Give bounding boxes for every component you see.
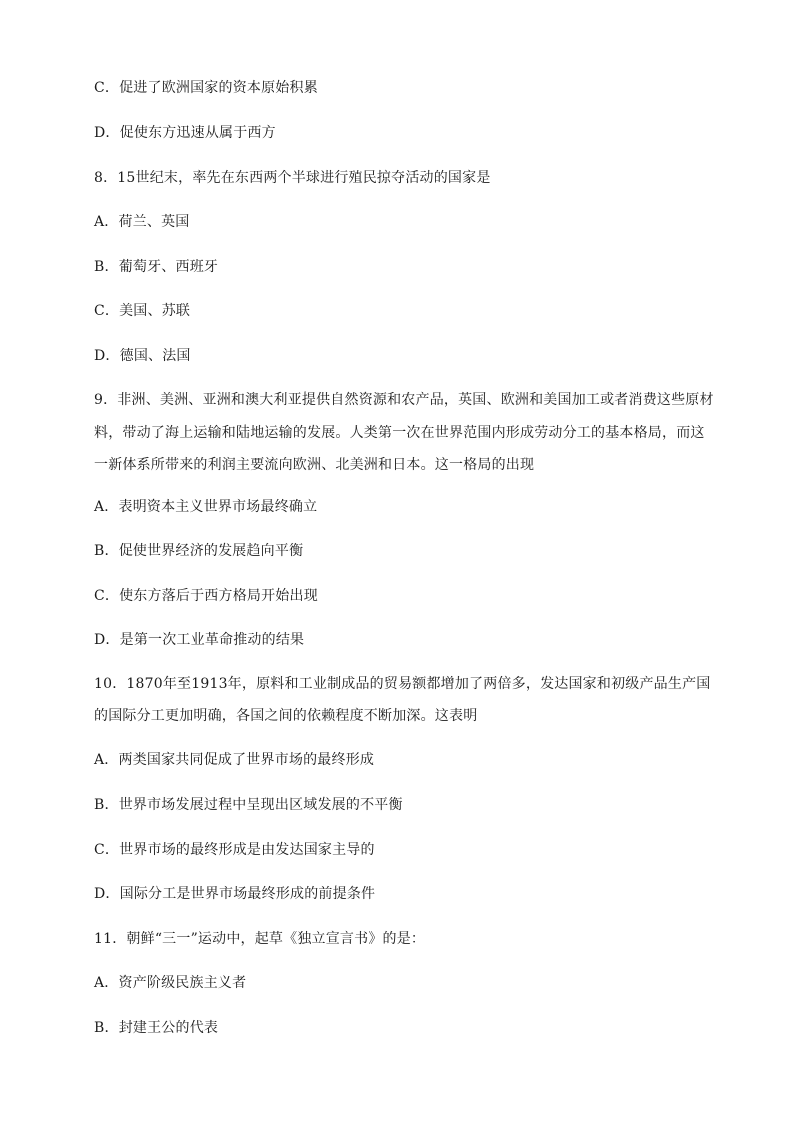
question-10-line-2: 的国际分工更加明确，各国之间的依赖程度不断加深。这表明 bbox=[94, 708, 478, 724]
option-d-q9: D．是第一次工业革命推动的结果 bbox=[94, 632, 305, 648]
option-a-q8: A．荷兰、英国 bbox=[94, 214, 190, 230]
option-a-q11: A．资产阶级民族主义者 bbox=[94, 975, 247, 991]
option-d-q10: D．国际分工是世界市场最终形成的前提条件 bbox=[94, 886, 376, 902]
option-b-q9: B．促使世界经济的发展趋向平衡 bbox=[94, 543, 304, 559]
question-9-line-2: 料，带动了海上运输和陆地运输的发展。人类第一次在世界范围内形成劳动分工的基本格局，而这 bbox=[94, 425, 705, 441]
question-10-line-1: 10．1870年至1913年，原料和工业制成品的贸易额都增加了两倍多，发达国家和初级产品生产国 bbox=[94, 676, 711, 692]
option-b-q11: B．封建王公的代表 bbox=[94, 1020, 219, 1036]
option-b-q10: B．世界市场发展过程中呈现出区域发展的不平衡 bbox=[94, 797, 403, 813]
option-c-q7: C．促进了欧洲国家的资本原始积累 bbox=[94, 80, 318, 96]
option-a-q9: A．表明资本主义世界市场最终确立 bbox=[94, 499, 318, 515]
option-c-q10: C．世界市场的最终形成是由发达国家主导的 bbox=[94, 842, 375, 858]
question-9-line-1: 9．非洲、美洲、亚洲和澳大利亚提供自然资源和农产品，英国、欧洲和美国加工或者消费这些原材 bbox=[94, 392, 714, 408]
option-c-q9: C．使东方落后于西方格局开始出现 bbox=[94, 588, 318, 604]
question-11: 11．朝鲜“三一”运动中，起草《独立宣言书》的是： bbox=[94, 931, 426, 947]
option-a-q10: A．两类国家共同促成了世界市场的最终形成 bbox=[94, 752, 375, 768]
question-9-line-3: 一新体系所带来的利润主要流向欧洲、北美洲和日本。这一格局的出现 bbox=[94, 457, 535, 473]
option-b-q8: B．葡萄牙、西班牙 bbox=[94, 259, 219, 275]
option-d-q7: D．促使东方迅速从属于西方 bbox=[94, 125, 276, 141]
option-d-q8: D．德国、法国 bbox=[94, 348, 191, 364]
question-8: 8．15世纪末，率先在东西两个半球进行殖民掠夺活动的国家是 bbox=[94, 170, 491, 186]
option-c-q8: C．美国、苏联 bbox=[94, 303, 191, 319]
